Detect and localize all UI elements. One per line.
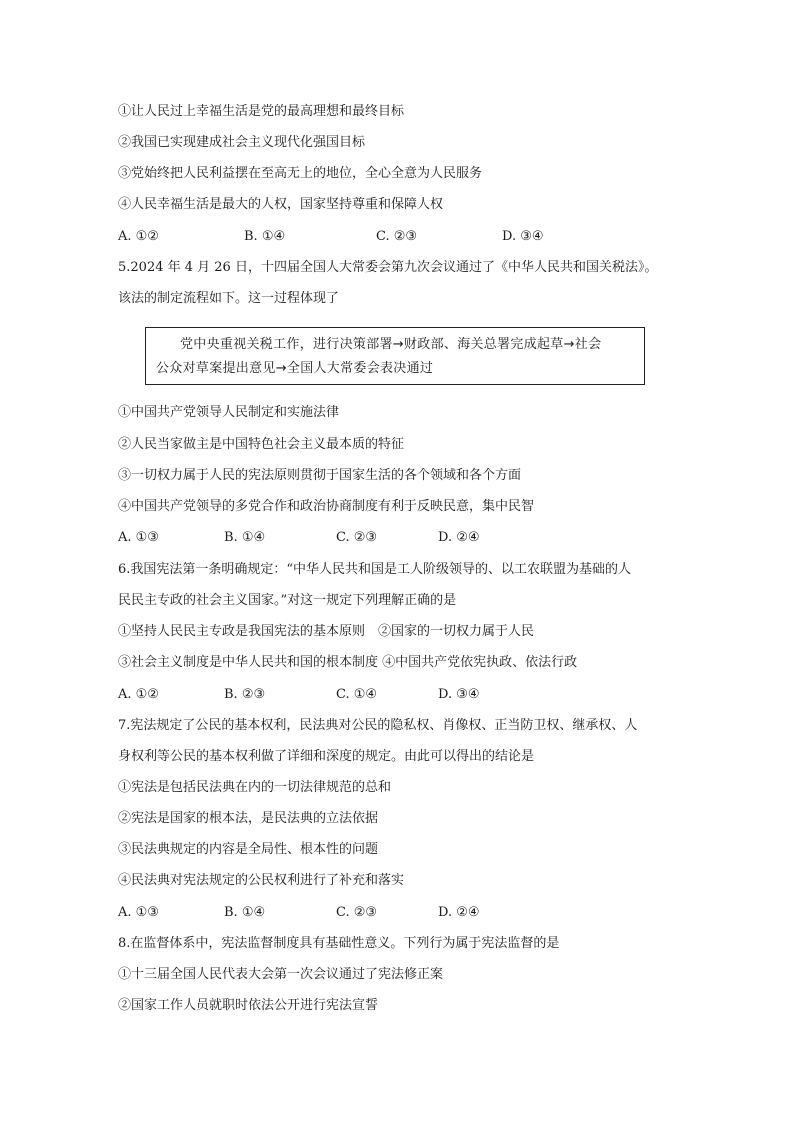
q4-option-d: D. ③④ <box>502 229 544 244</box>
q5-item-1: ①中国共产党领导人民制定和实施法律 <box>118 405 340 420</box>
q7-item-2: ②宪法是国家的根本法，是民法典的立法依据 <box>118 811 379 826</box>
q4-item-3: ③党始终把人民利益摆在至高无上的地位，全心全意为人民服务 <box>118 166 483 181</box>
q4-option-b: B. ①④ <box>244 229 286 244</box>
q4-option-a: A. ①② <box>118 229 159 244</box>
q7-option-a: A. ①③ <box>118 905 159 920</box>
q5-option-b: B. ①④ <box>224 530 266 545</box>
q5-option-c: C. ②③ <box>336 530 378 545</box>
q7-item-4: ④民法典对宪法规定的公民权利进行了补充和落实 <box>118 873 405 888</box>
q7-option-b: B. ①④ <box>224 905 266 920</box>
q7-options <box>118 904 678 922</box>
q6-option-b: B. ②③ <box>224 687 266 702</box>
q5-options <box>118 529 678 547</box>
q6-option-a: A. ①② <box>118 687 159 702</box>
q7-stem-line-2: 身权利等公民的基本权利做了详细和深度的规定。由此可以得出的结论是 <box>118 749 535 764</box>
q8-item-1: ①十三届全国人民代表大会第一次会议通过了宪法修正案 <box>118 967 444 982</box>
q7-option-d: D. ②④ <box>438 905 480 920</box>
q7-item-1: ①宪法是包括民法典在内的一切法律规范的总和 <box>118 780 392 795</box>
q7-option-c: C. ②③ <box>336 905 378 920</box>
q4-options <box>118 228 678 246</box>
q6-item-1: ①坚持人民民主专政是我国宪法的基本原则 ②国家的一切权力属于人民 <box>118 624 535 639</box>
q6-option-d: D. ③④ <box>438 687 480 702</box>
q6-stem-line-2: 民民主专政的社会主义国家。”对这一规定下列理解正确的是 <box>118 593 457 608</box>
q5-item-3: ③一切权力属于人民的宪法原则贯彻于国家生活的各个领域和各个方面 <box>118 468 522 483</box>
q6-options <box>118 686 678 704</box>
q5-item-2: ②人民当家做主是中国特色社会主义最本质的特征 <box>118 437 405 452</box>
q4-option-c: C. ②③ <box>376 229 418 244</box>
q5-option-a: A. ①③ <box>118 530 159 545</box>
q6-option-c: C. ①④ <box>336 687 378 702</box>
q4-item-2: ②我国已实现建成社会主义现代化强国目标 <box>118 135 366 150</box>
q5-box-line-1: 党中央重视关税工作，进行决策部署→财政部、海关总署完成起草→社会 <box>180 337 602 352</box>
q6-item-2: ③社会主义制度是中华人民共和国的根本制度 ④中国共产党依宪执政、依法行政 <box>118 655 578 670</box>
q5-item-4: ④中国共产党领导的多党合作和政治协商制度有利于反映民意，集中民智 <box>118 499 535 514</box>
q8-stem-line-1: 8.在监督体系中，宪法监督制度具有基础性意义。下列行为属于宪法监督的是 <box>118 936 560 951</box>
q5-stem-line-1: 5.2024 年 4 月 26 日，十四届全国人大常委会第九次会议通过了《中华人民共和国关税法》。 <box>118 260 658 275</box>
q8-item-2: ②国家工作人员就职时依法公开进行宪法宣誓 <box>118 998 379 1013</box>
q5-box-line-2: 公众对草案提出意见→全国人大常委会表决通过 <box>156 361 434 376</box>
q5-process-box <box>145 327 645 385</box>
q4-item-1: ①让人民过上幸福生活是党的最高理想和最终目标 <box>118 104 405 119</box>
q4-item-4: ④人民幸福生活是最大的人权，国家坚持尊重和保障人权 <box>118 197 444 212</box>
q7-item-3: ③民法典规定的内容是全局性、根本性的问题 <box>118 842 379 857</box>
q7-stem-line-1: 7.宪法规定了公民的基本权利，民法典对公民的隐私权、肖像权、正当防卫权、继承权、人 <box>118 718 638 733</box>
q5-stem-line-2: 该法的制定流程如下。这一过程体现了 <box>118 291 340 306</box>
q6-stem-line-1: 6.我国宪法第一条明确规定：“中华人民共和国是工人阶级领导的、以工农联盟为基础的人 <box>118 562 632 577</box>
q5-option-d: D. ②④ <box>438 530 480 545</box>
